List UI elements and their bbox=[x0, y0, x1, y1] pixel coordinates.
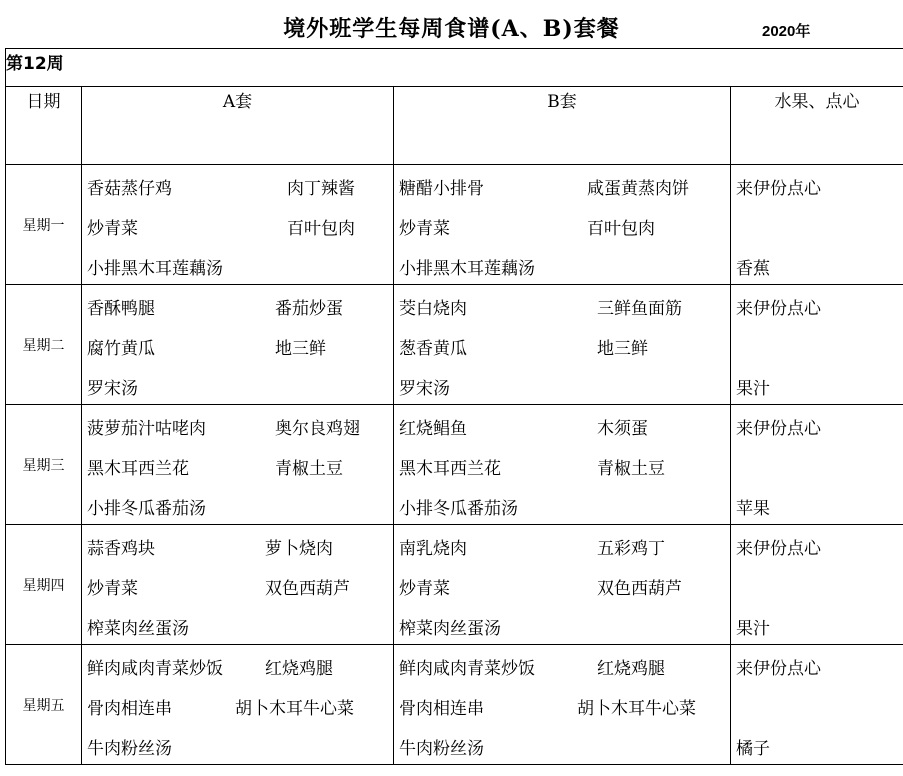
a-dish-2: 肉丁辣酱 bbox=[287, 179, 355, 199]
fruit-snack-cell bbox=[731, 645, 903, 764]
a-dish-3: 腐竹黄瓜 bbox=[87, 339, 155, 359]
fruit: 果汁 bbox=[736, 379, 770, 399]
a-dish-2: 奥尔良鸡翅 bbox=[275, 419, 360, 439]
fruit-snack-cell bbox=[731, 285, 903, 404]
b-set-cell bbox=[394, 525, 730, 644]
b-dish-1: 糖醋小排骨 bbox=[399, 179, 484, 199]
day-label: 星期五 bbox=[6, 645, 82, 765]
a-dish-4: 双色西葫芦 bbox=[265, 579, 350, 599]
b-dish-3: 黑木耳西兰花 bbox=[399, 459, 501, 479]
a-dish-1: 香酥鸭腿 bbox=[87, 299, 155, 319]
fruit: 香蕉 bbox=[736, 259, 770, 279]
fruit-snack-cell bbox=[731, 165, 903, 284]
a-set-cell bbox=[82, 645, 393, 764]
snack: 来伊份点心 bbox=[736, 299, 821, 319]
b-dish-4: 胡卜木耳牛心菜 bbox=[577, 699, 696, 719]
week-label: 第12周 bbox=[6, 49, 903, 87]
a-dish-3: 炒青菜 bbox=[87, 219, 138, 239]
day-label: 星期二 bbox=[6, 285, 82, 405]
b-dish-2: 三鲜鱼面筋 bbox=[597, 299, 682, 319]
b-dish-2: 红烧鸡腿 bbox=[597, 659, 665, 679]
a-dish-4: 百叶包肉 bbox=[287, 219, 355, 239]
b-set-cell bbox=[394, 645, 730, 764]
a-set-cell bbox=[82, 525, 393, 644]
snack: 来伊份点心 bbox=[736, 539, 821, 559]
menu-table bbox=[5, 48, 903, 765]
a-soup: 小排黑木耳莲藕汤 bbox=[87, 259, 223, 279]
b-soup: 罗宋汤 bbox=[399, 379, 450, 399]
header-b-set: B套 bbox=[394, 87, 731, 165]
a-dish-4: 青椒土豆 bbox=[275, 459, 343, 479]
b-set-cell bbox=[394, 165, 730, 284]
fruit: 橘子 bbox=[736, 739, 770, 759]
a-dish-2: 萝卜烧肉 bbox=[265, 539, 333, 559]
header-fruit-snack: 水果、点心 bbox=[731, 87, 903, 165]
b-dish-2: 木须蛋 bbox=[597, 419, 648, 439]
b-dish-2: 五彩鸡丁 bbox=[597, 539, 665, 559]
b-dish-4: 百叶包肉 bbox=[587, 219, 655, 239]
year-label: 2020年 bbox=[762, 23, 811, 40]
b-dish-3: 炒青菜 bbox=[399, 219, 450, 239]
a-soup: 小排冬瓜番茄汤 bbox=[87, 499, 206, 519]
a-set-cell bbox=[82, 405, 393, 524]
page-title: 境外班学生每周食谱(A、B)套餐 bbox=[283, 16, 620, 42]
a-dish-3: 骨肉相连串 bbox=[87, 699, 172, 719]
day-row-friday bbox=[6, 645, 903, 765]
week-row bbox=[6, 49, 903, 87]
snack: 来伊份点心 bbox=[736, 179, 821, 199]
b-dish-4: 双色西葫芦 bbox=[597, 579, 682, 599]
day-label: 星期三 bbox=[6, 405, 82, 525]
b-soup: 小排黑木耳莲藕汤 bbox=[399, 259, 535, 279]
day-row-thursday bbox=[6, 525, 903, 645]
a-dish-1: 蒜香鸡块 bbox=[87, 539, 155, 559]
b-dish-1: 鲜肉咸肉青菜炒饭 bbox=[399, 659, 535, 679]
a-dish-1: 菠萝茄汁咕咾肉 bbox=[87, 419, 206, 439]
a-dish-3: 黑木耳西兰花 bbox=[87, 459, 189, 479]
a-set-cell bbox=[82, 165, 393, 284]
b-dish-4: 青椒土豆 bbox=[597, 459, 665, 479]
a-dish-3: 炒青菜 bbox=[87, 579, 138, 599]
b-dish-1: 茭白烧肉 bbox=[399, 299, 467, 319]
b-dish-1: 南乳烧肉 bbox=[399, 539, 467, 559]
fruit-snack-cell bbox=[731, 405, 903, 524]
day-label: 星期一 bbox=[6, 165, 82, 285]
day-row-wednesday bbox=[6, 405, 903, 525]
b-dish-3: 炒青菜 bbox=[399, 579, 450, 599]
a-soup: 牛肉粉丝汤 bbox=[87, 739, 172, 759]
day-row-monday bbox=[6, 165, 903, 285]
day-label: 星期四 bbox=[6, 525, 82, 645]
a-set-cell bbox=[82, 285, 393, 404]
b-set-cell bbox=[394, 285, 730, 404]
b-soup: 牛肉粉丝汤 bbox=[399, 739, 484, 759]
b-set-cell bbox=[394, 405, 730, 524]
a-dish-4: 胡卜木耳牛心菜 bbox=[235, 699, 354, 719]
a-dish-2: 番茄炒蛋 bbox=[275, 299, 343, 319]
fruit: 果汁 bbox=[736, 619, 770, 639]
b-soup: 小排冬瓜番茄汤 bbox=[399, 499, 518, 519]
header-row bbox=[6, 87, 903, 165]
a-soup: 榨菜肉丝蛋汤 bbox=[87, 619, 189, 639]
b-dish-1: 红烧鲳鱼 bbox=[399, 419, 467, 439]
header-a-set: A套 bbox=[82, 87, 394, 165]
b-soup: 榨菜肉丝蛋汤 bbox=[399, 619, 501, 639]
a-dish-2: 红烧鸡腿 bbox=[265, 659, 333, 679]
a-dish-1: 香菇蒸仔鸡 bbox=[87, 179, 172, 199]
b-dish-2: 咸蛋黄蒸肉饼 bbox=[587, 179, 689, 199]
a-soup: 罗宋汤 bbox=[87, 379, 138, 399]
fruit-snack-cell bbox=[731, 525, 903, 644]
a-dish-1: 鲜肉咸肉青菜炒饭 bbox=[87, 659, 223, 679]
snack: 来伊份点心 bbox=[736, 659, 821, 679]
b-dish-4: 地三鲜 bbox=[597, 339, 648, 359]
snack: 来伊份点心 bbox=[736, 419, 821, 439]
fruit: 苹果 bbox=[736, 499, 770, 519]
b-dish-3: 骨肉相连串 bbox=[399, 699, 484, 719]
a-dish-4: 地三鲜 bbox=[275, 339, 326, 359]
b-dish-3: 葱香黄瓜 bbox=[399, 339, 467, 359]
day-row-tuesday bbox=[6, 285, 903, 405]
header-date: 日期 bbox=[6, 87, 82, 165]
